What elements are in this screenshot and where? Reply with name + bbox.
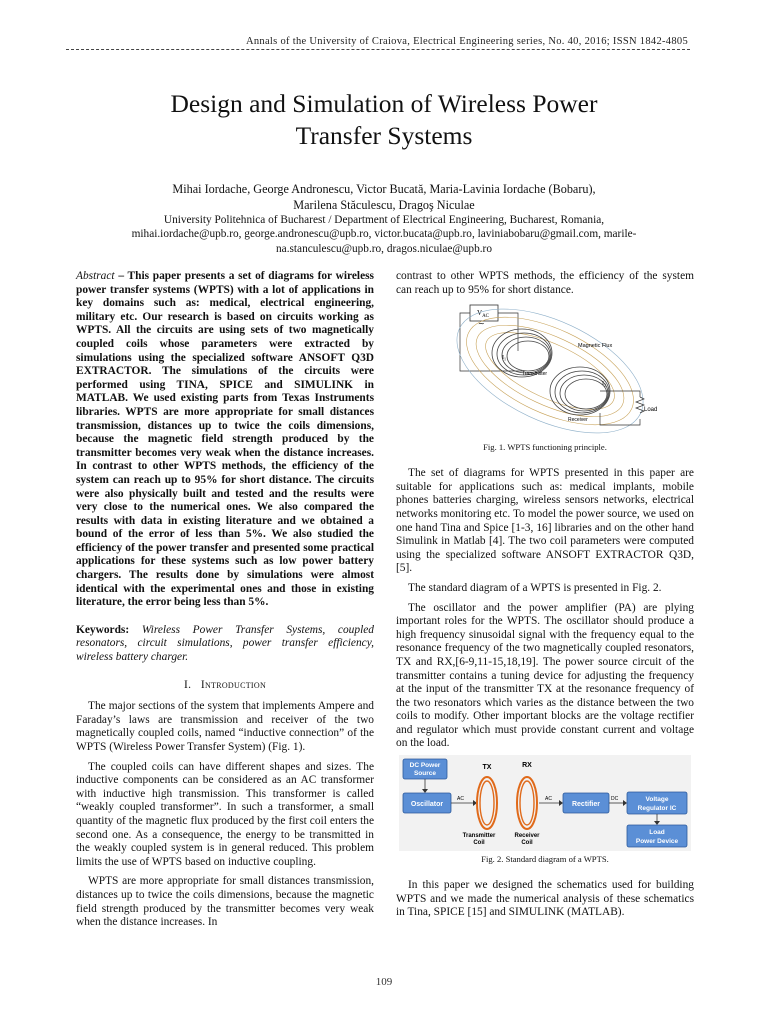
transmitter-coil-label-2: Coil — [473, 840, 485, 847]
title-line-2: Transfer Systems — [295, 121, 473, 150]
intro-paragraph-2: The coupled coils can have different shapes and sizes. The inductive components can be considered as an AC transformer with inductive high transmission. This transformer is called “weakly coupled transformer”. In such a transformer, a small quantity of the magnetic flux produced by the first coil enters the second one. As a consequence, the energy to be transmitted in the weakly coupled system is in general reduced. This problem limits the use of WPTS based on inductive coupling. — [76, 760, 374, 868]
magnetic-flux-label: Magnetic Flux — [578, 343, 613, 350]
abstract-label: Abstract — [76, 270, 115, 282]
paper-title — [0, 88, 768, 152]
ac-wave-icon: ~ — [478, 319, 485, 329]
source-wire-left — [460, 313, 522, 371]
keywords — [76, 624, 374, 665]
voltage-regulator-label-2: Regulator IC — [637, 805, 677, 813]
keywords-text: Wireless Power Transfer Systems, coupled resonators, circuit simulations, power transfer efficiency, wireless battery charger. — [76, 623, 374, 664]
dc-power-source-label-1: DC Power — [409, 762, 441, 770]
section-heading — [76, 679, 374, 693]
intro-paragraph-1: The major sections of the system that implements Ampere and Faraday’s laws are transmission and receiver of the two magnetically coupled coils, named “inductive connection” of the WPTS (Wireless Power Transfer System) (Fig. 1). — [76, 700, 374, 753]
transmitter-coil-label-1: Transmitter — [462, 833, 496, 840]
figure-1-caption: Fig. 1. WPTS functioning principle. — [483, 442, 607, 453]
magnetic-flux-lines — [438, 301, 660, 439]
intro-paragraph-3: WPTS are more appropriate for small distances transmission, distances up to twice the coils dimensions, because the magnetic field strength produced by the transmitter becomes very weak when the distance increases. In — [76, 875, 374, 929]
journal-header: Annals of the University of Craiova, Electrical Engineering series, No. 40, 2016; ISSN 1842-4805 — [245, 36, 688, 47]
load-label-2: Power Device — [635, 838, 679, 846]
load-wires — [600, 391, 640, 425]
receiver-label: Receiver — [568, 417, 588, 424]
transmitter-label: Transmitter — [522, 371, 548, 378]
authors — [0, 182, 768, 213]
section-number: I. — [183, 678, 192, 691]
load-label-1: Load — [649, 829, 665, 837]
authors-line-2: Marilena Stăculescu, Dragoş Niculae — [293, 197, 475, 212]
affiliation — [0, 213, 768, 256]
right-paragraph-3: The oscillator and the power amplifier (PA) are plying important roles for the WPTS. The oscillator should produce a high frequency sinusoidal signal with the frequency equal to the resonance frequency of the two magnetically coupled resonators, TX and RX,[6-9,11-15,18,19]. The power source circuit of the transmitter contains a tuning device for adjusting the frequency at the input of the transmitter TX at the resonance frequency of the two resonators which varies as the distance between the two coils to modify. Other important blocks are the voltage rectifier and regulator which must provide constant current and voltage on the load. — [396, 601, 694, 750]
right-paragraph-0: contrast to other WPTS methods, the efficiency of the system can reach up to 95% for short distance. — [396, 270, 694, 296]
current-i1-label: $I_1$ — [502, 355, 506, 362]
figure-1-wpts-principle — [430, 301, 660, 439]
section-title: Introduction — [200, 678, 267, 691]
affil-line-3: na.stanculescu@upb.ro, dragos.niculae@upb.ro — [276, 242, 492, 255]
tx-label: TX — [482, 764, 492, 772]
affil-line-2: mihai.iordache@upb.ro, george.andronescu@upb.ro, victor.bucata@upb.ro, laviniabobaru@gmail.com, marile- — [131, 228, 637, 241]
abstract — [76, 270, 374, 610]
right-paragraph-2: The standard diagram of a WPTS is presented in Fig. 2. — [408, 581, 662, 594]
vac-label: $V_{AC}$ — [477, 309, 490, 320]
title-line-1: Design and Simulation of Wireless Power — [170, 89, 598, 118]
rx-label: RX — [522, 762, 532, 770]
header-rule — [66, 49, 690, 50]
transmitter-coil — [492, 329, 552, 377]
ac-label-1: AC — [457, 796, 464, 803]
figure-2-standard-diagram — [399, 755, 691, 851]
right-column — [396, 270, 694, 920]
right-paragraph-1: The set of diagrams for WPTS presented in this paper are suitable for applications such as: medical implants, mobile phones batteries charging, wireless sensors networks, electrical networks monitoring etc. To model the power source, we used on one hand Tina and Spice [1-3, 16] libraries and on the other hand Simulink in Matlab [4]. The two coil parameters were computed using the specialized software ANSOFT EXTRACTOR Q3D, [5]. — [396, 467, 694, 575]
right-paragraph-4: In this paper we designed the schematics used for building WPTS and we made the numerical analysis of these schematics in Tina, SPICE [15] and SIMULINK (MATLAB). — [396, 879, 694, 919]
keywords-label: Keywords: — [76, 623, 130, 636]
affil-line-1: University Politehnica of Bucharest / Department of Electrical Engineering, Bucharest, Romania, — [163, 214, 605, 226]
dc-label: DC — [611, 796, 619, 803]
oscillator-label: Oscillator — [410, 801, 444, 809]
authors-line-1: Mihai Iordache, George Andronescu, Victor Bucată, Maria-Lavinia Iordache (Bobaru), — [172, 182, 596, 196]
rectifier-label: Rectifier — [571, 801, 601, 809]
receiver-coil-label-1: Receiver — [514, 833, 540, 840]
receiver-coil-label-2: Coil — [521, 840, 533, 847]
dc-power-source-label-2: Source — [413, 770, 437, 778]
abstract-text: – This paper presents a set of diagrams for wireless power transfer systems (WPTS) with a lot of applications in key domains such as: medical, electrical engineering, military etc. Our research is based on circuits working as WPTS. All the circuits are using sets of two magnetically coupled coils whose parameters were extracted by simulations using the specialized software ANSOFT Q3D EXTRACTOR. The simulations of the circuits were performed using TINA, SPICE and SIMULINK in MATLAB. We used existing parts from Texas Instruments libraries. WPTS are more appropriate for small distances transmission, distances up to twice the coils dimensions, because the magnetic field strength produced by the transmitter becomes very weak when the distance increases. In contrast to other WPTS methods, the efficiency of the system can reach up to 95% for short distance. The circuits were also physically built and tested and the results were very close to the numerical ones. We also compared the results with data in existing literature and we obtained a bound of the error of less than 5%. We also studied the efficiency of the power transfer and presented some practical applications for these systems such as low power battery chargers. The results done by simulations were almost identical with the experimental ones and those in existing literature, the error being less than 5%. — [76, 270, 374, 609]
ac-label-2: AC — [545, 796, 552, 803]
left-column — [76, 270, 374, 930]
current-i2-label: $I_2$ — [602, 381, 606, 388]
voltage-regulator-label-1: Voltage — [645, 796, 669, 804]
figure-2-caption: Fig. 2. Standard diagram of a WPTS. — [481, 854, 609, 865]
load-label: Load — [644, 407, 658, 414]
page-number: 109 — [375, 976, 393, 988]
